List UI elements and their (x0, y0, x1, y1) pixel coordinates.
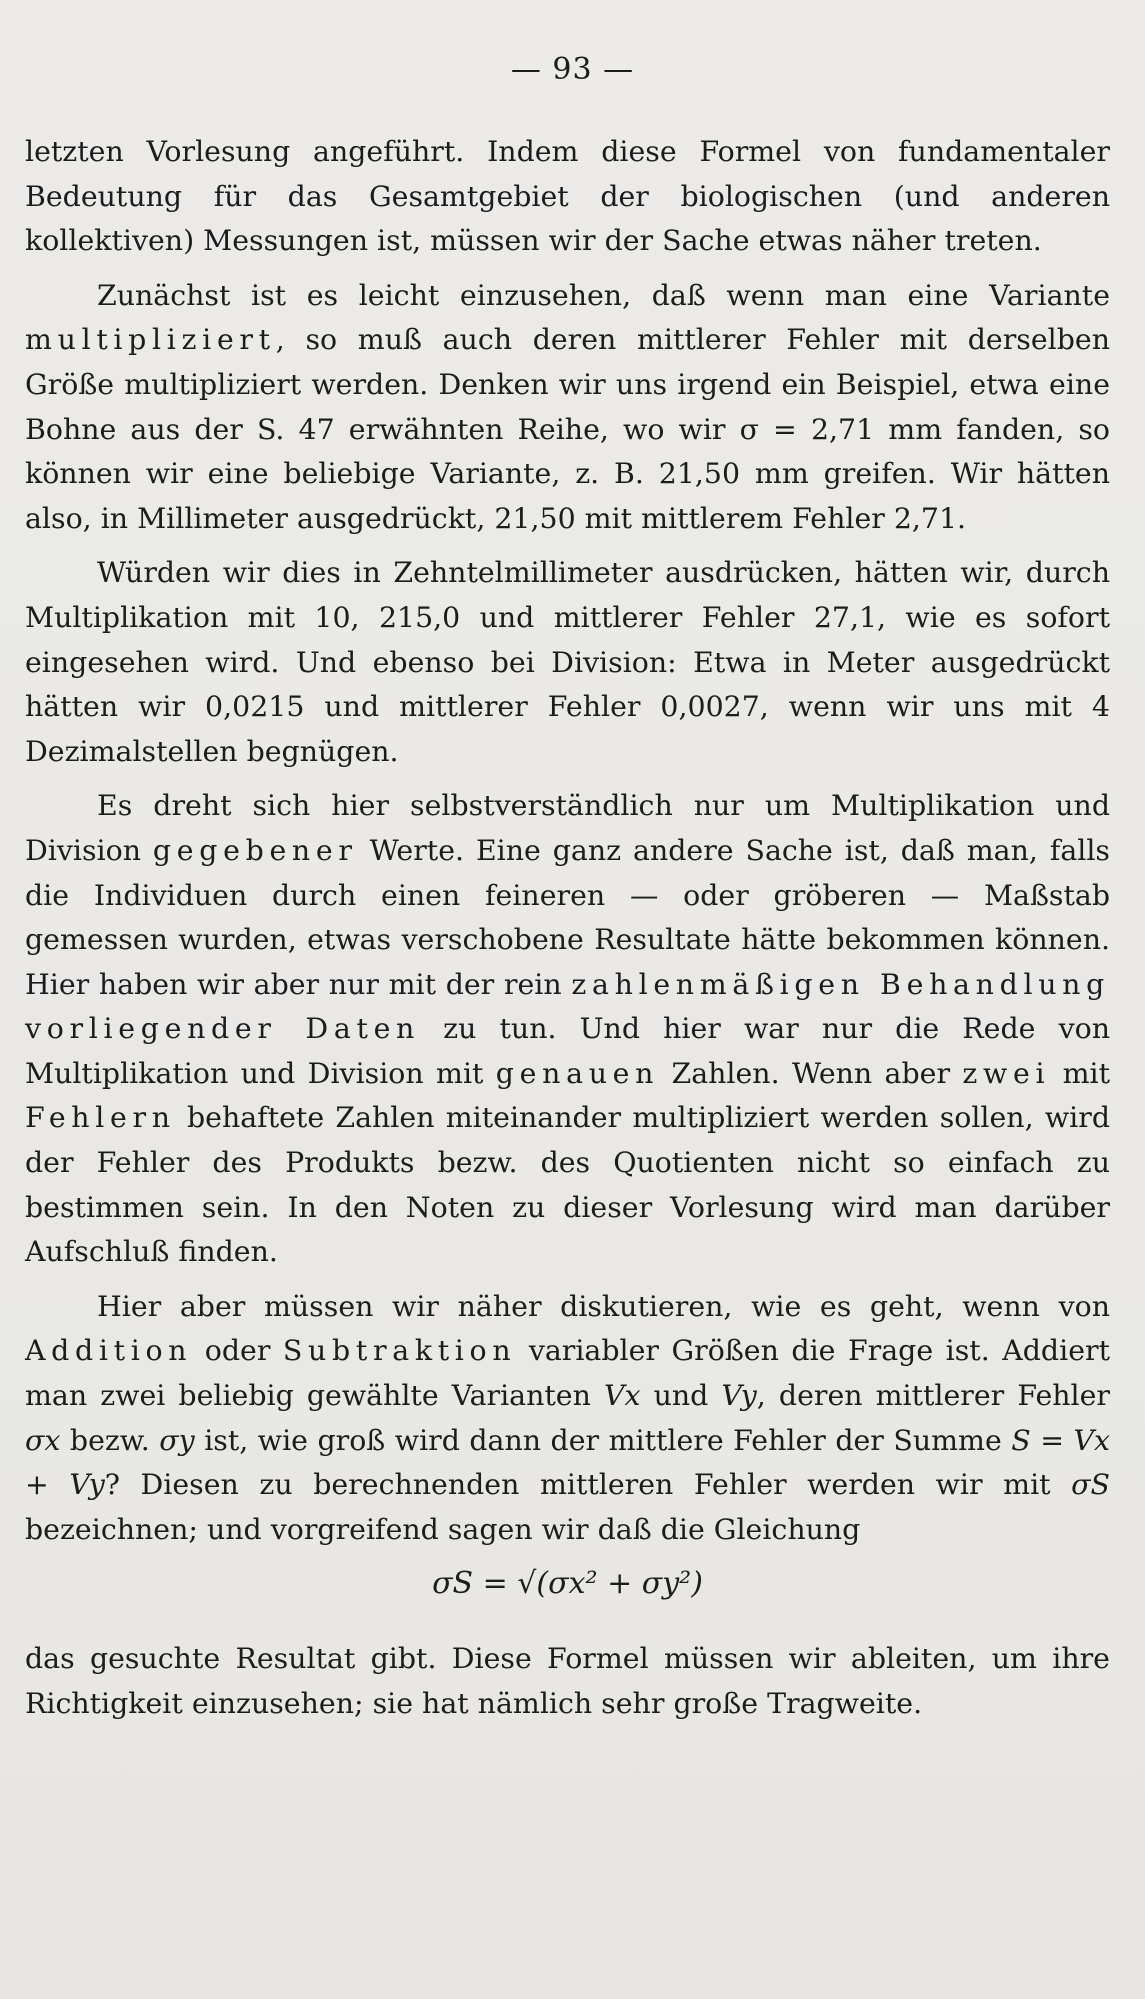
emphasis: Fehlern (25, 1101, 176, 1135)
emphasis: Subtraktion (282, 1334, 517, 1368)
math-symbol: Vy (721, 1379, 757, 1413)
math-symbol: Vx (603, 1379, 641, 1413)
math-symbol: σx (25, 1423, 61, 1457)
math-symbol: σS (1071, 1468, 1110, 1502)
text-run: mit (1062, 1056, 1111, 1090)
paragraph-5 (25, 1285, 1110, 1553)
text-run: zu tun. Und hier war nur die Rede von Multiplikation und Division mit (25, 1012, 1110, 1090)
math-symbol: σy (159, 1423, 195, 1457)
emphasis: zwei (962, 1056, 1051, 1090)
emphasis: multipliziert (25, 323, 276, 357)
paragraph-1: letzten Vorlesung angeführt. Indem diese Formel von fundamentaler Bedeutung für das Gesamtgebiet der biologischen (und anderen kollektiven) Messungen ist, müssen wir der Sache etwas näher treten. (25, 135, 1110, 258)
emphasis: zahlenmäßigen Behandlung vorliegender Daten (25, 967, 1110, 1046)
text-run: Hier aber müssen wir näher diskutieren, wie es geht, wenn von (97, 1289, 1110, 1323)
text-run: , so muß auch deren mittlerer Fehler mit derselben Größe multipliziert werden. Denken wir uns irgend ein Beispiel, etwa eine Bohne aus der S. 47 erwähnten Reihe, wo wir σ = 2,71 mm fanden, so können wir eine beliebige Variante, z. B. 21,50 mm greifen. Wir hätten also, in Millimeter ausgedrückt, 21,50 mit mittlerem Fehler 2,71. (25, 323, 1110, 535)
text-run: und (653, 1379, 709, 1413)
formula: σS = √(σx² + σy²) (432, 1566, 703, 1602)
page-number: — 93 — (510, 52, 635, 87)
text-run: Werte. Eine ganz andere Sache ist, daß man, falls die Individuen durch einen feineren — oder gröberen — Maßstab gemessen wurden, etwas verschobene Resultate hätte bekommen können. Hier haben wir aber nur mit der rein (25, 833, 1110, 1001)
text-run: Es dreht sich hier selbstverständlich nur um Multiplikation und Division (25, 789, 1110, 867)
text-run: Zahlen. Wenn aber (671, 1056, 951, 1090)
text-run: variabler Größen die Frage ist. Addiert man zwei beliebig gewählte Varianten (25, 1334, 1110, 1413)
paragraph-6: das gesuchte Resultat gibt. Diese Formel müssen wir ableiten, um ihre Richtigkeit einzusehen; sie hat nämlich sehr große Tragweite. (25, 1642, 1110, 1720)
math-symbol: S = Vx + Vy (25, 1423, 1110, 1502)
emphasis: genauen (495, 1056, 660, 1090)
text-run: bezw. (69, 1423, 150, 1457)
text-run: oder (204, 1334, 271, 1368)
text-run: ist, wie groß wird dann der mittlere Fehler der Summe (204, 1423, 1002, 1457)
text-run: , deren mittlerer Fehler (756, 1379, 1110, 1413)
paragraph-4 (25, 784, 1110, 1275)
text-run: Zunächst ist es leicht einzusehen, daß wenn man eine Variante (97, 278, 1110, 312)
paragraph-2 (25, 274, 1110, 542)
emphasis: gegebener (152, 833, 358, 867)
body-text (25, 130, 1110, 1736)
paragraph-3: Würden wir dies in Zehntelmillimeter ausdrücken, hätten wir, durch Multiplikation mit 10, 215,0 und mittlerer Fehler 27,1, wie es sofort eingesehen wird. Und ebenso bei Division: Etwa in Meter ausgedrückt hätten wir 0,0215 und mittlerer Fehler 0,0027, wenn wir uns mit 4 Dezimalstellen begnügen. (25, 556, 1110, 768)
text-run: ? Diesen zu berechnenden mittleren Fehler werden wir mit (104, 1468, 1051, 1502)
text-run: behaftete Zahlen miteinander multipliziert werden sollen, wird der Fehler des Produkts bezw. des Quotienten nicht so einfach zu bestimmen sein. In den Noten zu dieser Vorlesung wird man darüber Aufschluß finden. (25, 1101, 1111, 1269)
text-run: bezeichnen; und vorgreifend sagen wir daß die Gleichung (25, 1512, 861, 1546)
emphasis: Addition (25, 1334, 193, 1368)
